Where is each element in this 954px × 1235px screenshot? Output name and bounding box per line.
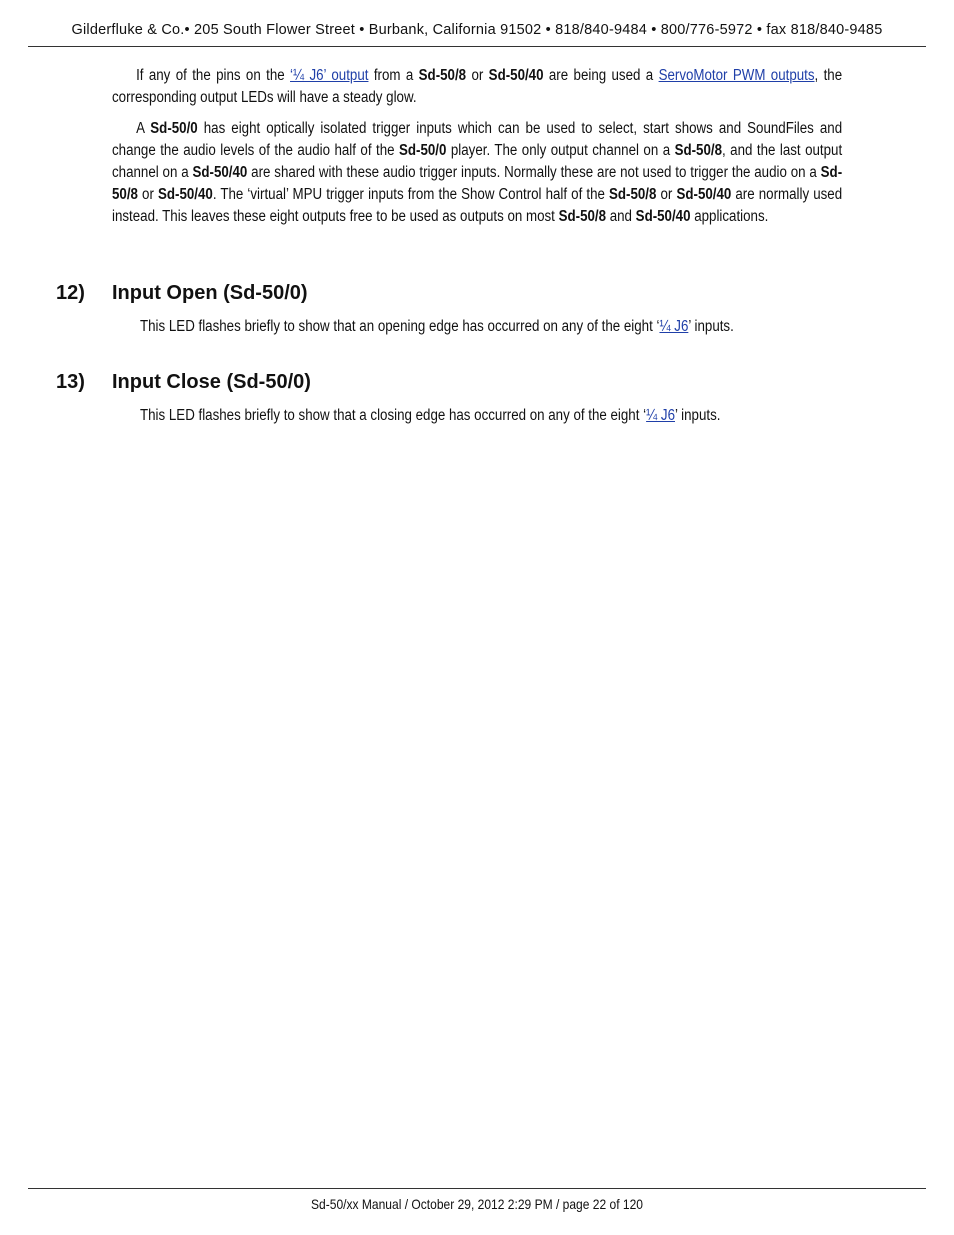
section-heading-input-close [56, 371, 311, 394]
p2-text-8: or [656, 186, 677, 203]
p2-bold-7: Sd-50/8 [609, 186, 657, 203]
section-body-input-close [140, 405, 720, 427]
header-divider [28, 46, 926, 47]
header-text: Gilderfluke & Co.• 205 South Flower Street • Burbank, California 91502 • 818/840-9484 • 800/776-5972 • fax 818/840-9485 [71, 22, 883, 38]
section-heading-input-open [56, 282, 308, 305]
p2-text-7: . The ‘virtual’ MPU trigger inputs from the Show Control half of the [212, 186, 610, 203]
p2-text-10: and [606, 208, 636, 225]
page-header [28, 22, 926, 38]
paragraph-trigger-inputs [112, 118, 842, 228]
p2-text-9: are normally used instead. This leaves these eight outputs free to be used as outputs on most [112, 186, 843, 225]
p2-bold-9: Sd-50/8 [558, 208, 607, 225]
p2-bold-5: Sd-50/8 [112, 164, 843, 203]
p2-bold-2: Sd-50/0 [398, 142, 447, 159]
p1-text-4: are being used a [543, 67, 659, 84]
s13-text-2: ’ inputs. [675, 407, 721, 424]
p2-bold-4: Sd-50/40 [192, 164, 248, 181]
link-servomotor-pwm-outputs[interactable]: ServoMotor PWM outputs [658, 67, 815, 84]
s12-text-1: This LED flashes briefly to show that an opening edge has occurred on any of the eight ‘ [140, 318, 660, 335]
p2-bold-3: Sd-50/8 [674, 142, 723, 159]
footer-text: Sd-50/xx Manual / October 29, 2012 2:29 PM / page 22 of 120 [311, 1196, 643, 1212]
section-title: Input Close (Sd-50/0) [112, 371, 311, 393]
footer-divider [28, 1188, 926, 1189]
p1-text-5: , the corresponding output LEDs will have a steady glow. [112, 67, 843, 106]
p2-bold-10: Sd-50/40 [635, 208, 691, 225]
page-footer [28, 1196, 926, 1212]
p1-bold-1: Sd-50/8 [418, 67, 467, 84]
link-j6-inputs[interactable]: ¼ J6 [646, 407, 676, 424]
p1-text-3: or [466, 67, 489, 84]
s12-text-2: ’ inputs. [688, 318, 734, 335]
s13-text-1: This LED flashes briefly to show that a closing edge has occurred on any of the eight ‘ [140, 407, 647, 424]
p1-text-1: If any of the pins on the [136, 67, 291, 84]
p2-text-6: or [137, 186, 158, 203]
p2-text-5: are shared with these audio trigger inputs. Normally these are not used to trigger the audio on a [247, 164, 821, 181]
p2-text-2: has eight optically isolated trigger inputs which can be used to select, start shows and SoundFiles and change the audio levels of the audio half of the [112, 120, 843, 159]
p2-text-11: applications. [690, 208, 769, 225]
section-number: 13) [56, 371, 85, 393]
p2-text-3: player. The only output channel on a [446, 142, 675, 159]
section-number: 12) [56, 282, 85, 304]
section-body-input-open [140, 316, 734, 338]
link-j6-output[interactable]: ‘¼ J6’ output [290, 67, 369, 84]
p2-bold-6: Sd-50/40 [157, 186, 213, 203]
p2-text-4: , and the last output channel on a [112, 142, 843, 181]
p2-text-1: A [136, 120, 151, 137]
section-title: Input Open (Sd-50/0) [112, 282, 308, 304]
p1-text-2: from a [368, 67, 419, 84]
paragraph-pwm-outputs [112, 65, 842, 109]
p1-bold-2: Sd-50/40 [488, 67, 544, 84]
p2-bold-8: Sd-50/40 [676, 186, 732, 203]
link-j6-inputs[interactable]: ¼ J6 [659, 318, 689, 335]
p2-bold-1: Sd-50/0 [150, 120, 198, 137]
